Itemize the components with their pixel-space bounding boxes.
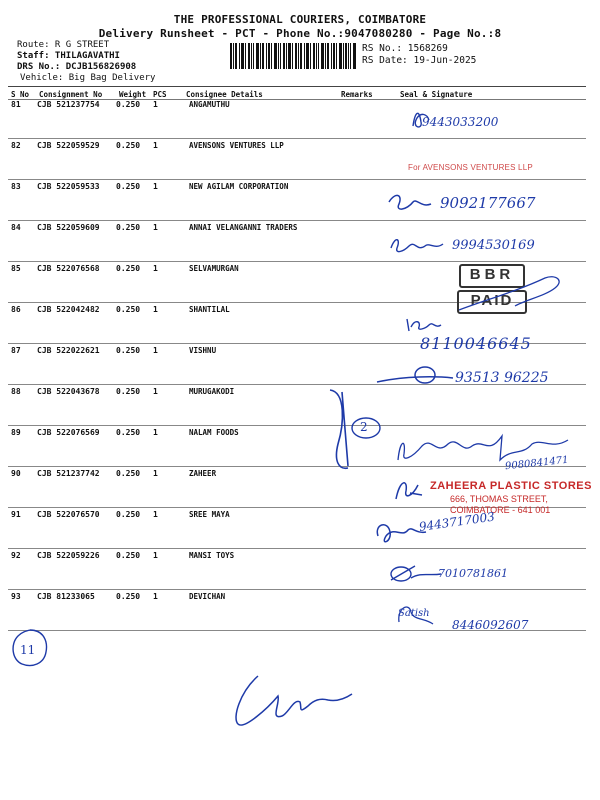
col-weight: Weight <box>119 90 147 99</box>
cell-weight: 0.250 <box>116 141 141 150</box>
table-row <box>0 387 600 428</box>
cell-pcs: 1 <box>153 100 158 109</box>
cell-name: MURUGAKODI <box>189 387 235 396</box>
rs-number: RS No.: 1568269 <box>362 43 448 54</box>
supervisor-signature <box>228 668 358 738</box>
r85-stamp-top-text: BBR <box>469 266 515 283</box>
cell-cons: CJB 522076568 <box>37 264 100 273</box>
count-circle-number: 11 <box>20 643 36 657</box>
cell-sno: 82 <box>11 141 21 150</box>
r85-stamp-bottom-text: PAID <box>470 292 514 309</box>
cell-weight: 0.250 <box>116 551 141 560</box>
r93-signature <box>395 600 437 628</box>
cell-pcs: 1 <box>153 510 158 519</box>
table-row <box>0 510 600 551</box>
barcode <box>230 43 356 69</box>
cell-pcs: 1 <box>153 469 158 478</box>
cell-cons: CJB 521237754 <box>37 100 100 109</box>
row-divider <box>8 179 586 180</box>
r82-stamp: For AVENSONS VENTURES LLP <box>408 163 533 172</box>
r89-phone: 9080841471 <box>504 454 570 473</box>
cell-weight: 0.250 <box>116 223 141 232</box>
cell-pcs: 1 <box>153 428 158 437</box>
r86-phone: 8110046645 <box>420 334 532 353</box>
r84-signature <box>387 232 447 258</box>
drs-label: DRS No.: DCJB156826908 <box>17 62 137 72</box>
cell-sno: 86 <box>11 305 21 314</box>
cell-pcs: 1 <box>153 592 158 601</box>
cell-sno: 87 <box>11 346 21 355</box>
r90-stamp-addr1: 666, THOMAS STREET, <box>450 494 548 504</box>
rs-date: RS Date: 19-Jun-2025 <box>362 55 477 66</box>
cell-pcs: 1 <box>153 387 158 396</box>
cell-cons: CJB 81233065 <box>37 592 95 601</box>
cell-weight: 0.250 <box>116 469 141 478</box>
r83-phone: 9092177667 <box>440 194 536 212</box>
row-divider <box>8 138 586 139</box>
cell-weight: 0.250 <box>116 346 141 355</box>
r91-phone: 9443717003 <box>418 509 496 534</box>
cell-name: VISHNU <box>189 346 217 355</box>
cell-name: SHANTILAL <box>189 305 230 314</box>
r84-phone: 9994530169 <box>452 238 535 253</box>
cell-name: NALAM FOODS <box>189 428 239 437</box>
r93-phone: 8446092607 <box>452 618 529 632</box>
col-consignee: Consignee Details <box>186 90 263 99</box>
runsheet-title: Delivery Runsheet - PCT - Phone No.:9047080280 - Page No.:8 <box>98 27 502 40</box>
r81-phone: 9443033200 <box>422 115 499 129</box>
cell-pcs: 1 <box>153 551 158 560</box>
r93-name: Satish <box>398 608 430 619</box>
cell-sno: 84 <box>11 223 21 232</box>
cell-sno: 89 <box>11 428 21 437</box>
col-consignment: Consignment No <box>39 90 103 99</box>
col-remarks: Remarks <box>341 90 373 99</box>
cell-weight: 0.250 <box>116 387 141 396</box>
cell-cons: CJB 522059609 <box>37 223 100 232</box>
row-divider <box>8 425 586 426</box>
cell-sno: 85 <box>11 264 21 273</box>
cell-name: ANGAMUTHU <box>189 100 230 109</box>
cell-name: MANSI TOYS <box>189 551 235 560</box>
cell-name: ANNAI VELANGANNI TRADERS <box>189 223 298 232</box>
r85-signature <box>455 270 575 320</box>
cell-weight: 0.250 <box>116 428 141 437</box>
cell-sno: 93 <box>11 592 21 601</box>
table-row <box>0 551 600 592</box>
cell-sno: 92 <box>11 551 21 560</box>
cell-name: SREE MAYA <box>189 510 230 519</box>
r88-circle-number: 2 <box>360 420 368 434</box>
table-row <box>0 141 600 182</box>
cell-name: NEW AGILAM CORPORATION <box>189 182 289 191</box>
r90-stamp-addr2: COIMBATORE - 641 001 <box>450 505 551 515</box>
cell-cons: CJB 522076570 <box>37 510 100 519</box>
route-label: Route: R G STREET <box>17 40 110 50</box>
cell-cons: CJB 522059226 <box>37 551 100 560</box>
r90-stamp-name: ZAHEERA PLASTIC STORES <box>430 480 592 492</box>
cell-sno: 90 <box>11 469 21 478</box>
cell-cons: CJB 522042482 <box>37 305 100 314</box>
r81-signature <box>405 104 435 134</box>
header-rule-top <box>8 86 586 87</box>
r92-signature <box>385 562 445 586</box>
cell-weight: 0.250 <box>116 264 141 273</box>
r87-phone: 93513 96225 <box>455 370 549 386</box>
cell-pcs: 1 <box>153 305 158 314</box>
r86-signature <box>405 315 445 335</box>
cell-pcs: 1 <box>153 346 158 355</box>
cell-cons: CJB 522022621 <box>37 346 100 355</box>
row-divider <box>8 261 586 262</box>
cell-sno: 83 <box>11 182 21 191</box>
staff-label: Staff: THILAGAVATHI <box>17 51 120 61</box>
cell-name: AVENSONS VENTURES LLP <box>189 141 284 150</box>
cell-sno: 88 <box>11 387 21 396</box>
cell-weight: 0.250 <box>116 305 141 314</box>
r83-signature <box>385 190 435 220</box>
r87-signature <box>375 362 455 392</box>
cell-weight: 0.250 <box>116 592 141 601</box>
cell-sno: 81 <box>11 100 21 109</box>
r92-phone: 7010781861 <box>438 567 508 580</box>
row-divider <box>8 220 586 221</box>
vehicle-label: Vehicle: Big Bag Delivery <box>20 73 156 83</box>
cell-pcs: 1 <box>153 264 158 273</box>
cell-name: DEVICHAN <box>189 592 226 601</box>
cell-cons: CJB 522076569 <box>37 428 100 437</box>
row-divider <box>8 548 586 549</box>
cell-sno: 91 <box>11 510 21 519</box>
row-divider <box>8 589 586 590</box>
cell-name: SELVAMURGAN <box>189 264 239 273</box>
cell-weight: 0.250 <box>116 100 141 109</box>
r90-signature <box>392 475 426 505</box>
col-seal: Seal & Signature <box>400 90 473 99</box>
cell-name: ZAHEER <box>189 469 217 478</box>
cell-cons: CJB 522059533 <box>37 182 100 191</box>
cell-cons: CJB 521237742 <box>37 469 100 478</box>
table-row <box>0 100 600 141</box>
cell-pcs: 1 <box>153 182 158 191</box>
cell-weight: 0.250 <box>116 182 141 191</box>
cell-weight: 0.250 <box>116 510 141 519</box>
cell-cons: CJB 522043678 <box>37 387 100 396</box>
col-pcs: PCS <box>153 90 167 99</box>
r88-bracket-mark <box>326 384 386 474</box>
company-title: THE PROFESSIONAL COURIERS, COIMBATORE <box>173 13 427 26</box>
col-sno: S No <box>11 90 30 99</box>
cell-cons: CJB 522059529 <box>37 141 100 150</box>
cell-pcs: 1 <box>153 141 158 150</box>
cell-pcs: 1 <box>153 223 158 232</box>
